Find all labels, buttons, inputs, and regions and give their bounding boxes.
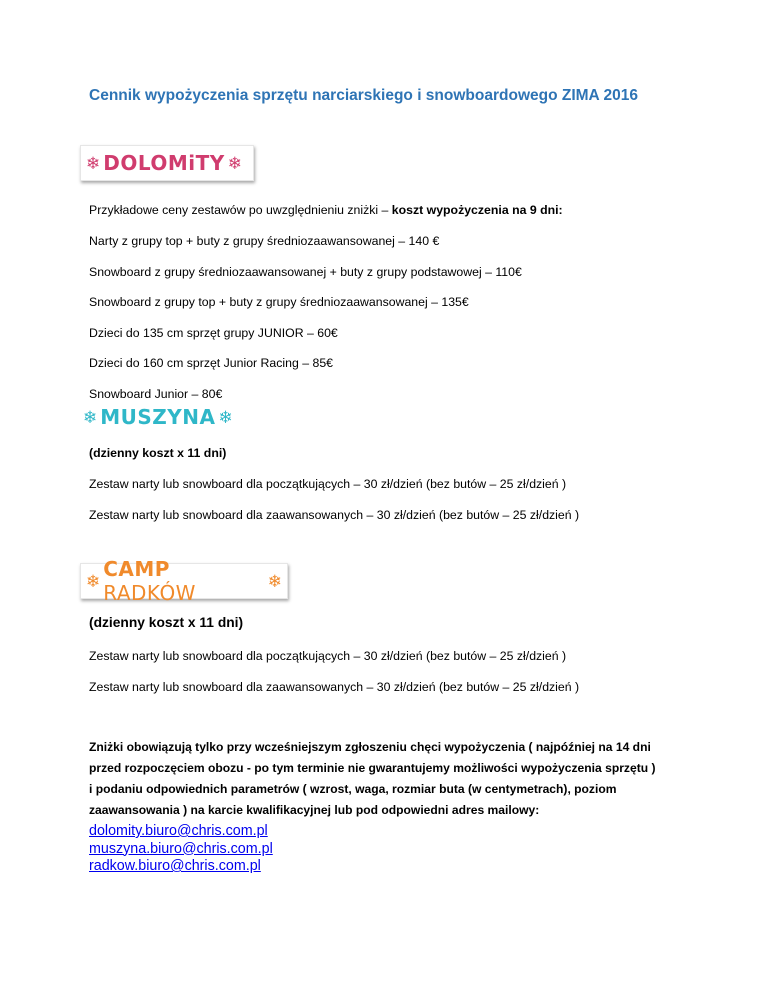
- dolomity-intro-text: Przykładowe ceny zestawów po uwzględnieniu zniżki –: [89, 203, 392, 217]
- page-title: Cennik wypożyczenia sprzętu narciarskiego i snowboardowego ZIMA 2016: [89, 87, 638, 104]
- dolomity-price-item: Snowboard z grupy top + buty z grupy średniozaawansowanej – 135€: [89, 295, 469, 309]
- discount-line: przed rozpoczęciem obozu - po tym terminie nie gwarantujemy możliwości wypożyczenia sprzętu ): [89, 761, 656, 775]
- muszyna-logo: [78, 399, 250, 435]
- radkow-logo-text: [103, 557, 265, 605]
- snowflake-icon: ❄: [83, 407, 98, 427]
- dolomity-price-item: Dzieci do 135 cm sprzęt grupy JUNIOR – 60€: [89, 326, 338, 340]
- dolomity-logo-text: DOLOMiTY: [103, 151, 225, 175]
- dolomity-intro: [89, 203, 563, 218]
- snowflake-icon: ❄: [227, 153, 243, 173]
- radkow-note: (dzienny koszt x 11 dni): [89, 615, 244, 630]
- muszyna-logo-text: MUSZYNA: [100, 405, 216, 429]
- radkow-logo-radkow: RADKÓW: [103, 581, 196, 605]
- muszyna-price-item: Zestaw narty lub snowboard dla zaawansowanych – 30 zł/dzień (bez butów – 25 zł/dzień ): [89, 508, 580, 522]
- email-link-radkow[interactable]: radkow.biuro@chris.com.pl: [89, 858, 261, 874]
- discount-paragraph: [89, 737, 709, 821]
- radkow-price-item: Zestaw narty lub snowboard dla zaawansowanych – 30 zł/dzień (bez butów – 25 zł/dzień ): [89, 680, 580, 694]
- dolomity-price-item: Narty z grupy top + buty z grupy średniozaawansowanej – 140 €: [89, 234, 440, 248]
- discount-line: zaawansowania ) na karcie kwalifikacyjnej lub pod odpowiedni adres mailowy:: [89, 803, 540, 817]
- dolomity-logo: [80, 145, 254, 181]
- discount-line: Zniżki obowiązują tylko przy wcześniejszym zgłoszeniu chęci wypożyczenia ( najpóźniej na 14 dni: [89, 740, 651, 754]
- radkow-logo-camp: CAMP: [103, 557, 170, 581]
- discount-line: i podaniu odpowiednich parametrów ( wzrost, waga, rozmiar buta (w centymetrach), poziom: [89, 782, 617, 796]
- dolomity-price-item: Dzieci do 160 cm sprzęt Junior Racing – 85€: [89, 356, 334, 370]
- muszyna-note: (dzienny koszt x 11 dni): [89, 446, 227, 460]
- snowflake-icon: ❄: [267, 571, 282, 591]
- snowflake-icon: ❄: [86, 571, 101, 591]
- muszyna-price-item: Zestaw narty lub snowboard dla początkujących – 30 zł/dzień (bez butów – 25 zł/dzień ): [89, 477, 567, 491]
- snowflake-icon: ❄: [218, 407, 233, 427]
- email-links: [89, 823, 273, 876]
- email-link-muszyna[interactable]: muszyna.biuro@chris.com.pl: [89, 840, 273, 857]
- dolomity-price-item: Snowboard Junior – 80€: [89, 387, 223, 401]
- snowflake-icon: ❄: [86, 153, 101, 173]
- dolomity-intro-bold: koszt wypożyczenia na 9 dni:: [391, 203, 563, 217]
- radkow-logo: [80, 557, 288, 605]
- email-link-dolomity[interactable]: dolomity.biuro@chris.com.pl: [89, 823, 268, 839]
- dolomity-price-item: Snowboard z grupy średniozaawansowanej + buty z grupy podstawowej – 110€: [89, 265, 522, 279]
- radkow-price-item: Zestaw narty lub snowboard dla początkujących – 30 zł/dzień (bez butów – 25 zł/dzień ): [89, 649, 567, 663]
